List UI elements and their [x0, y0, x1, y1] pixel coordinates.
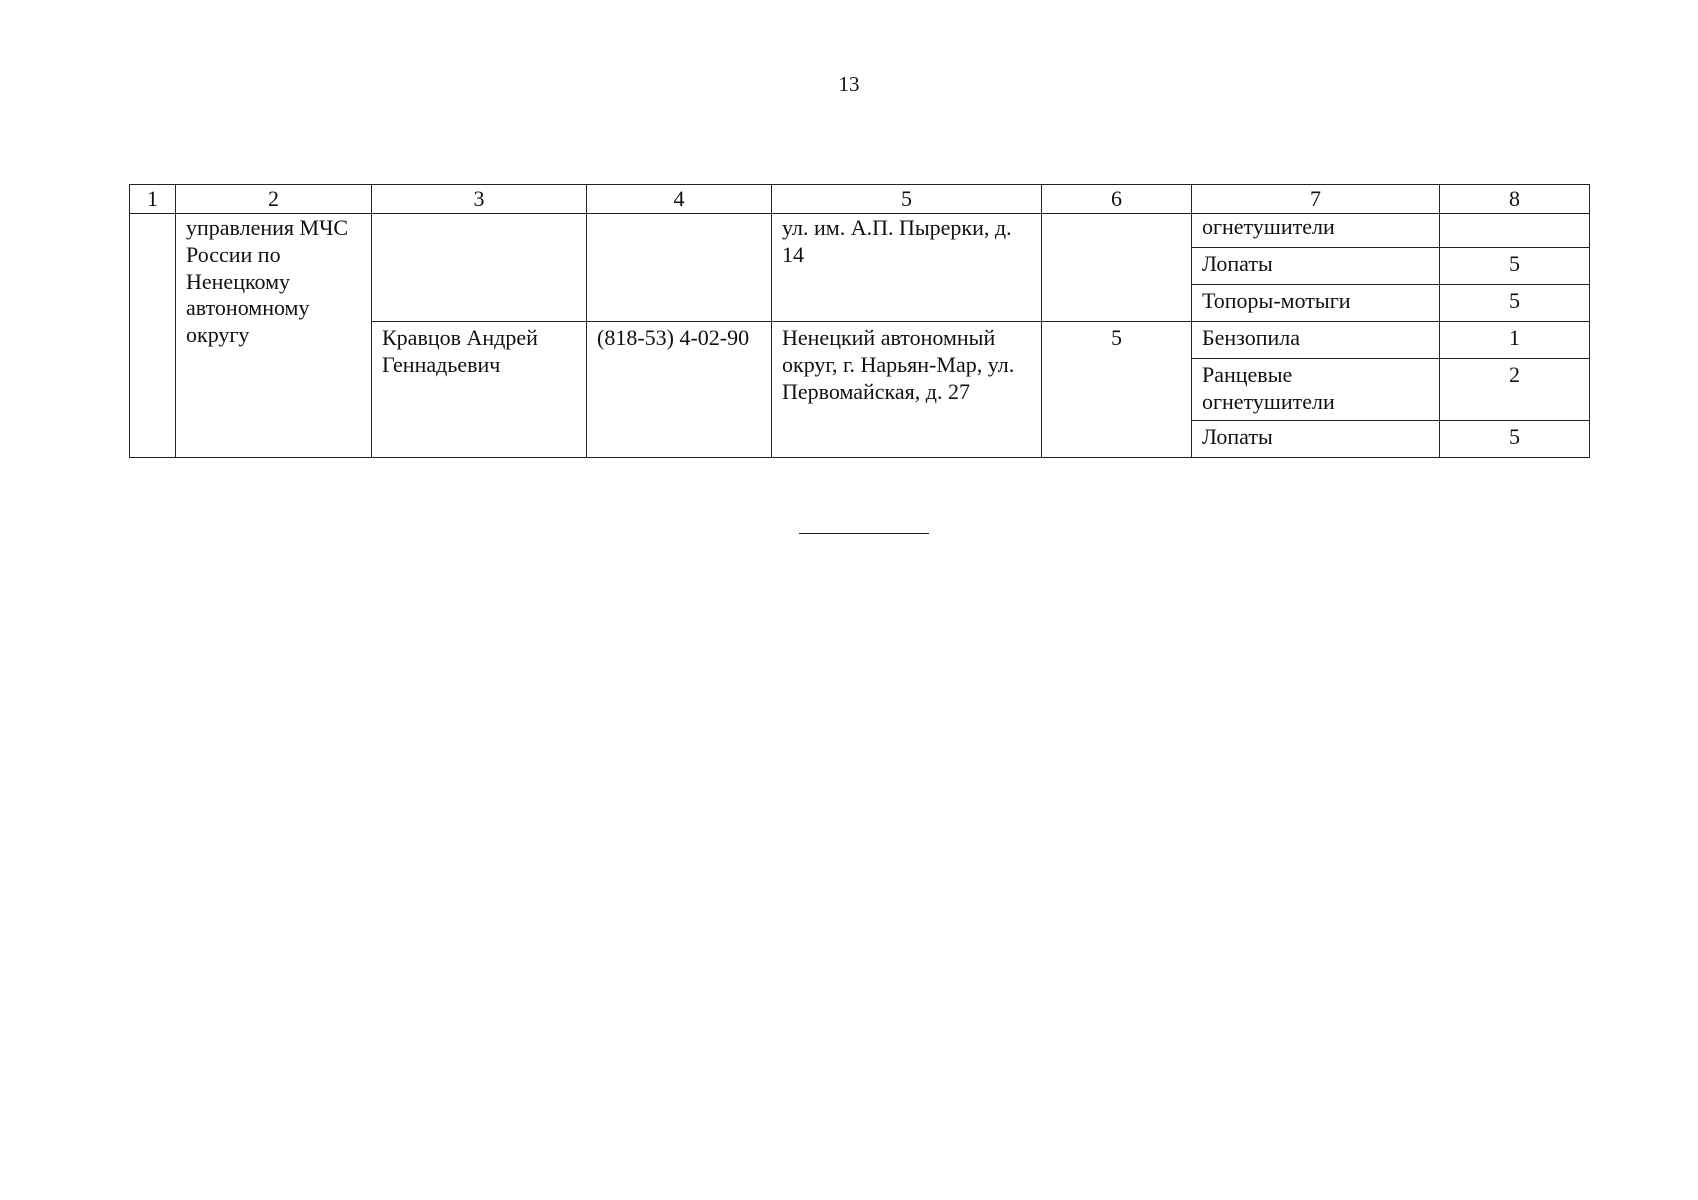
item-name-cell: Лопаты: [1192, 248, 1440, 285]
row-number-cell: [130, 214, 176, 458]
item-name-cell: Ранцевые огнетушители: [1192, 359, 1440, 421]
count-cell: [1042, 214, 1192, 322]
item-qty-cell: 5: [1440, 285, 1590, 322]
address-cell: ул. им. А.П. Пырерки, д. 14: [772, 214, 1042, 322]
address-cell: Ненецкий автономный округ, г. Нарьян-Мар, ул. Первомайская, д. 27: [772, 322, 1042, 458]
organization-cell: управления МЧС России по Ненецкому автономному округу: [176, 214, 372, 458]
table-header-row: [130, 185, 1590, 214]
header-cell: 6: [1042, 185, 1192, 214]
item-name-cell: Бензопила: [1192, 322, 1440, 359]
header-cell: 5: [772, 185, 1042, 214]
item-name-cell: огнетушители: [1192, 214, 1440, 248]
person-cell: [372, 214, 587, 322]
item-qty-cell: 2: [1440, 359, 1590, 421]
item-name-cell: Топоры-мотыги: [1192, 285, 1440, 322]
item-qty-cell: 5: [1440, 421, 1590, 458]
end-rule: [799, 533, 929, 534]
count-cell: 5: [1042, 322, 1192, 458]
phone-cell: [587, 214, 772, 322]
phone-cell: (818-53) 4-02-90: [587, 322, 772, 458]
item-qty-cell: 1: [1440, 322, 1590, 359]
item-name-cell: Лопаты: [1192, 421, 1440, 458]
table-row: [130, 214, 1590, 248]
header-cell: 1: [130, 185, 176, 214]
header-cell: 2: [176, 185, 372, 214]
header-cell: 3: [372, 185, 587, 214]
page-number: 13: [838, 72, 860, 96]
item-qty-cell: [1440, 214, 1590, 248]
equipment-table: [129, 184, 1590, 458]
header-cell: 8: [1440, 185, 1590, 214]
person-cell: Кравцов Андрей Геннадьевич: [372, 322, 587, 458]
item-qty-cell: 5: [1440, 248, 1590, 285]
header-cell: 4: [587, 185, 772, 214]
header-cell: 7: [1192, 185, 1440, 214]
